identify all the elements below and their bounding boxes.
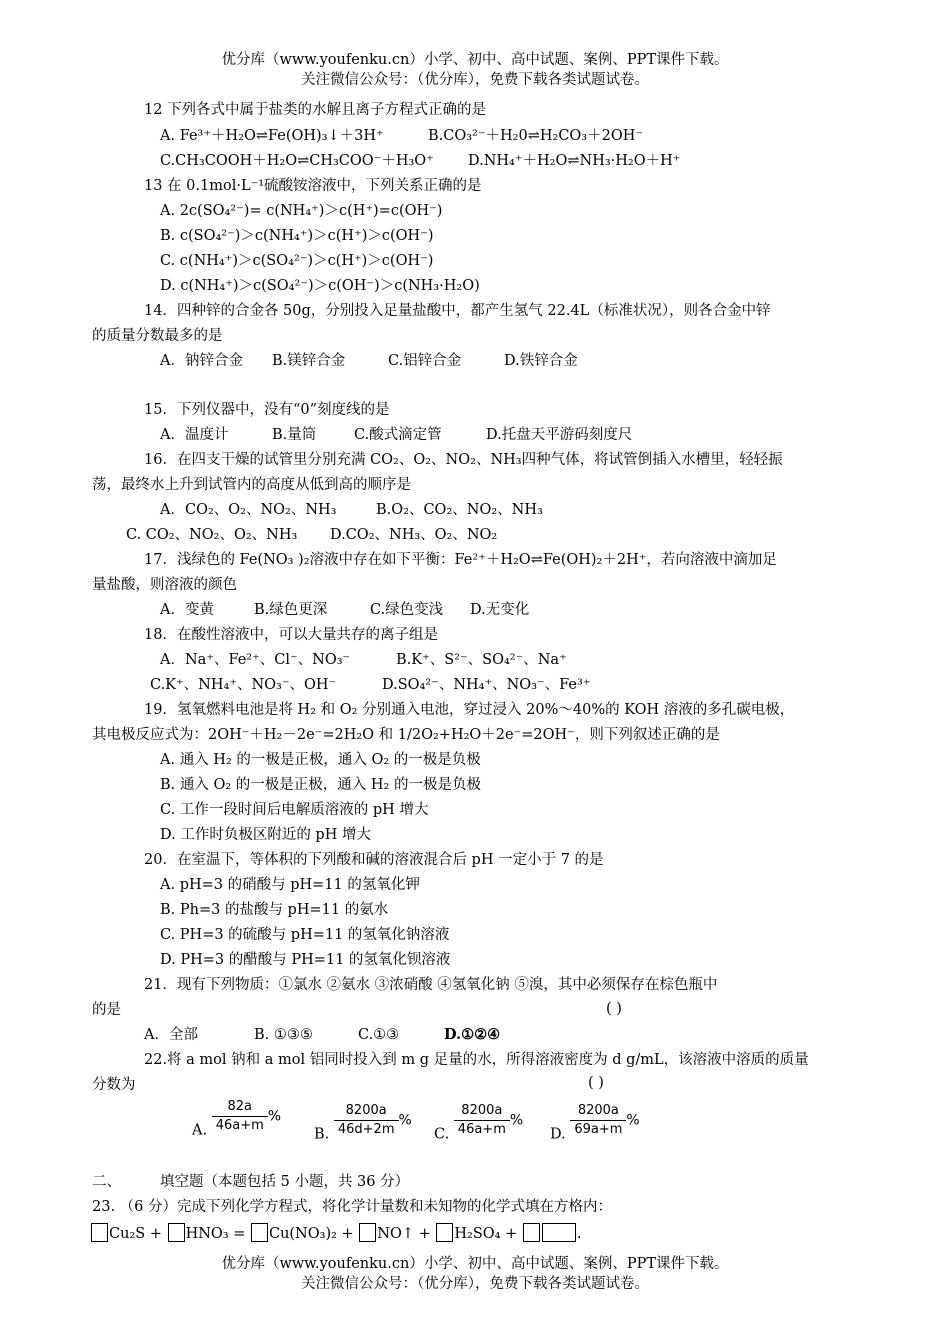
q14-option-a: A．钠锌合金 xyxy=(160,353,243,369)
q14-stem-2: 的质量分数最多的是 xyxy=(92,328,223,344)
q23-blank-4[interactable] xyxy=(359,1223,376,1242)
q22-option-c xyxy=(434,1102,523,1144)
q23-blank-5[interactable] xyxy=(436,1223,453,1242)
q22-option-c-label: C. xyxy=(434,1126,450,1143)
q12-option-b: B.CO₃²⁻＋H₂0⇌H₂CO₃＋2OH⁻ xyxy=(428,128,644,144)
q19-option-d: D. 工作时负极区附近的 pH 增大 xyxy=(160,827,371,843)
q23-blank-7[interactable] xyxy=(542,1223,576,1242)
section-2-number: 二、 xyxy=(92,1174,121,1190)
q23-term-4: NO↑ + xyxy=(377,1226,431,1242)
q22-option-d xyxy=(550,1102,640,1144)
q22-option-d-fraction xyxy=(570,1102,626,1139)
q23-blank-1[interactable] xyxy=(91,1223,108,1242)
header-line-2: 关注微信公众号：（优分库），免费下载各类试题试卷。 xyxy=(301,72,649,88)
q16-stem-1: 16．在四支干燥的试管里分别充满 CO₂、O₂、NO₂、NH₃四种气体，将试管倒插入水槽里，轻轻振 xyxy=(144,452,783,468)
q22-option-a-fraction xyxy=(212,1098,268,1135)
q18-option-c: C.K⁺、NH₄⁺、NO₃⁻、OH⁻ xyxy=(150,677,337,693)
q22-option-d-label: D. xyxy=(550,1126,566,1143)
q21-option-a: A．全部 xyxy=(144,1027,198,1043)
q22-stem-2: 分数为 xyxy=(92,1077,136,1093)
q12-option-d: D.NH₄⁺＋H₂O⇌NH₃·H₂O＋H⁺ xyxy=(468,153,681,169)
header-line-1: 优分库（www.youfenku.cn）小学、初中、高中试题、案例、PPT课件下载。 xyxy=(221,52,729,68)
q19-stem-2: 其电极反应式为：2OH⁻＋H₂－2e⁻=2H₂O 和 1/2O₂+H₂O＋2e⁻=2OH⁻，则下列叙述正确的是 xyxy=(92,727,720,743)
q13-option-b: B. c(SO₄²⁻)＞c(NH₄⁺)＞c(H⁺)＞c(OH⁻) xyxy=(160,228,434,244)
q21-stem-2: 的是 xyxy=(92,1002,121,1018)
q22-d-percent: % xyxy=(626,1112,640,1129)
q16-option-d: D.CO₂、NH₃、O₂、NO₂ xyxy=(330,527,498,543)
q23-stem: 23. （6 分）完成下列化学方程式，将化学计量数和未知物的化学式填在方格内： xyxy=(92,1199,613,1215)
q21-stem-1: 21．现有下列物质：①氯水 ②氨水 ③浓硝酸 ④氢氧化钠 ⑤溴，其中必须保存在棕色瓶中 xyxy=(144,977,718,993)
q20-option-b: B. Ph=3 的盐酸与 pH=11 的氨水 xyxy=(160,902,389,918)
q22-option-c-fraction xyxy=(454,1102,510,1139)
q17-option-d: D.无变化 xyxy=(470,602,530,618)
q22-b-denominator: 46d+2m xyxy=(334,1120,399,1139)
q22-option-b xyxy=(314,1102,412,1144)
q23-term-6: . xyxy=(576,1226,582,1242)
q13-option-a: A. 2c(SO₄²⁻)= c(NH₄⁺)＞c(H⁺)=c(OH⁻) xyxy=(160,203,443,219)
footer-line-2: 关注微信公众号：（优分库），免费下载各类试题试卷。 xyxy=(301,1276,649,1292)
q23-term-3: Cu(NO₃)₂ + xyxy=(268,1226,354,1242)
q23-blank-3[interactable] xyxy=(251,1223,268,1242)
q22-c-numerator: 8200a xyxy=(461,1103,503,1118)
q19-option-c: C. 工作一段时间后电解质溶液的 pH 增大 xyxy=(160,802,429,818)
q22-answer-paren: ( ) xyxy=(588,1075,604,1091)
q13-option-d: D. c(NH₄⁺)＞c(SO₄²⁻)＞c(OH⁻)＞c(NH₃·H₂O) xyxy=(160,278,480,294)
q18-option-d: D.SO₄²⁻、NH₄⁺、NO₃⁻、Fe³⁺ xyxy=(382,677,591,693)
q16-option-a: A．CO₂、O₂、NO₂、NH₃ xyxy=(160,502,337,518)
q14-stem-1: 14．四种锌的合金各 50g，分别投入足量盐酸中，都产生氢气 22.4L（标准状况），则各合金中锌 xyxy=(144,303,771,319)
q23-term-1: Cu₂S + xyxy=(109,1226,162,1242)
q23-term-5: H₂SO₄ + xyxy=(454,1226,518,1242)
q22-d-denominator: 69a+m xyxy=(570,1120,626,1139)
q12-option-a: A. Fe³⁺＋H₂O⇌Fe(OH)₃↓＋3H⁺ xyxy=(160,128,384,144)
q22-stem-1: 22.将 a mol 钠和 a mol 铝同时投入到 m g 足量的水，所得溶液密度为 d g/mL，该溶液中溶质的质量 xyxy=(144,1052,809,1068)
q22-c-percent: % xyxy=(509,1112,524,1129)
q22-option-a-label: A. xyxy=(192,1122,208,1139)
q14-option-b: B.镁锌合金 xyxy=(272,353,346,369)
q19-stem-1: 19．氢氧燃料电池是将 H₂ 和 O₂ 分别通入电池，穿过浸入 20%～40%的 KOH 溶液的多孔碳电极， xyxy=(144,702,795,718)
q17-stem-2: 量盐酸，则溶液的颜色 xyxy=(92,577,237,593)
q20-option-a: A. pH=3 的硝酸与 pH=11 的氢氧化钾 xyxy=(160,877,420,893)
q23-equation xyxy=(90,1223,581,1243)
q21-answer-paren: ( ) xyxy=(606,1001,622,1017)
q23-blank-2[interactable] xyxy=(168,1223,185,1242)
q21-option-b: B. ①③⑤ xyxy=(254,1027,313,1043)
q23-term-2: HNO₃ = xyxy=(185,1226,246,1242)
q16-stem-2: 荡，最终水上升到试管内的高度从低到高的顺序是 xyxy=(92,477,411,493)
section-2-title: 填空题（本题包括 5 小题，共 36 分） xyxy=(160,1174,410,1190)
q17-option-b: B.绿色更深 xyxy=(254,602,328,618)
q19-option-b: B. 通入 O₂ 的一极是正极，通入 H₂ 的一极是负极 xyxy=(160,777,481,793)
q15-option-a: A．温度计 xyxy=(160,427,229,443)
q20-option-d: D. PH=3 的醋酸与 PH=11 的氢氧化钡溶液 xyxy=(160,952,451,968)
q22-d-numerator: 8200a xyxy=(577,1103,619,1118)
q22-c-denominator: 46a+m xyxy=(454,1120,510,1139)
q22-option-b-fraction xyxy=(334,1102,399,1139)
q22-option-b-label: B. xyxy=(314,1126,330,1143)
q15-stem: 15．下列仪器中，没有“0”刻度线的是 xyxy=(144,402,390,418)
q17-option-c: C.绿色变浅 xyxy=(370,602,444,618)
q18-stem: 18．在酸性溶液中，可以大量共存的离子组是 xyxy=(144,627,438,643)
q18-option-b: B.K⁺、S²⁻、SO₄²⁻、Na⁺ xyxy=(396,652,567,668)
q17-option-a: A．变黄 xyxy=(160,602,214,618)
q15-option-c: C.酸式滴定管 xyxy=(354,427,442,443)
q22-a-denominator: 46a+m xyxy=(212,1116,268,1135)
q22-a-percent: % xyxy=(267,1108,282,1125)
q13-stem: 13 在 0.1mol·L⁻¹硫酸铵溶液中，下列关系正确的是 xyxy=(144,178,482,194)
q19-option-a: A. 通入 H₂ 的一极是正极，通入 O₂ 的一极是负极 xyxy=(160,752,481,768)
q16-option-b: B.O₂、CO₂、NO₂、NH₃ xyxy=(376,502,543,518)
q13-option-c: C. c(NH₄⁺)＞c(SO₄²⁻)＞c(H⁺)＞c(OH⁻) xyxy=(160,253,434,269)
q22-option-a xyxy=(192,1098,281,1140)
q14-option-d: D.铁锌合金 xyxy=(504,353,578,369)
q12-option-c: C.CH₃COOH＋H₂O⇌CH₃COO⁻＋H₃O⁺ xyxy=(160,153,434,169)
q23-blank-6[interactable] xyxy=(523,1223,540,1242)
footer-line-1: 优分库（www.youfenku.cn）小学、初中、高中试题、案例、PPT课件下载。 xyxy=(221,1256,729,1272)
q20-stem: 20．在室温下，等体积的下列酸和碱的溶液混合后 pH 一定小于 7 的是 xyxy=(144,852,604,868)
q18-option-a: A．Na⁺、Fe²⁺、Cl⁻、NO₃⁻ xyxy=(160,652,351,668)
q15-option-b: B.量筒 xyxy=(272,427,317,443)
q22-b-percent: % xyxy=(398,1112,412,1129)
q22-b-numerator: 8200a xyxy=(345,1103,387,1118)
q15-option-d: D.托盘天平游码刻度尺 xyxy=(486,427,633,443)
q20-option-c: C. PH=3 的硫酸与 pH=11 的氢氧化钠溶液 xyxy=(160,927,450,943)
q14-option-c: C.铝锌合金 xyxy=(388,353,462,369)
q12-stem: 12 下列各式中属于盐类的水解且离子方程式正确的是 xyxy=(144,102,487,118)
q17-stem-1: 17．浅绿色的 Fe(NO₃ )₂溶液中存在如下平衡：Fe²⁺＋H₂O⇌Fe(OH)₂＋2H⁺，若向溶液中滴加足 xyxy=(144,552,777,568)
q16-option-c: C. CO₂、NO₂、O₂、NH₃ xyxy=(126,527,298,543)
q21-option-d: D.①②④ xyxy=(444,1026,501,1043)
q21-option-c: C.①③ xyxy=(358,1027,400,1043)
q22-a-numerator: 82a xyxy=(227,1099,252,1114)
